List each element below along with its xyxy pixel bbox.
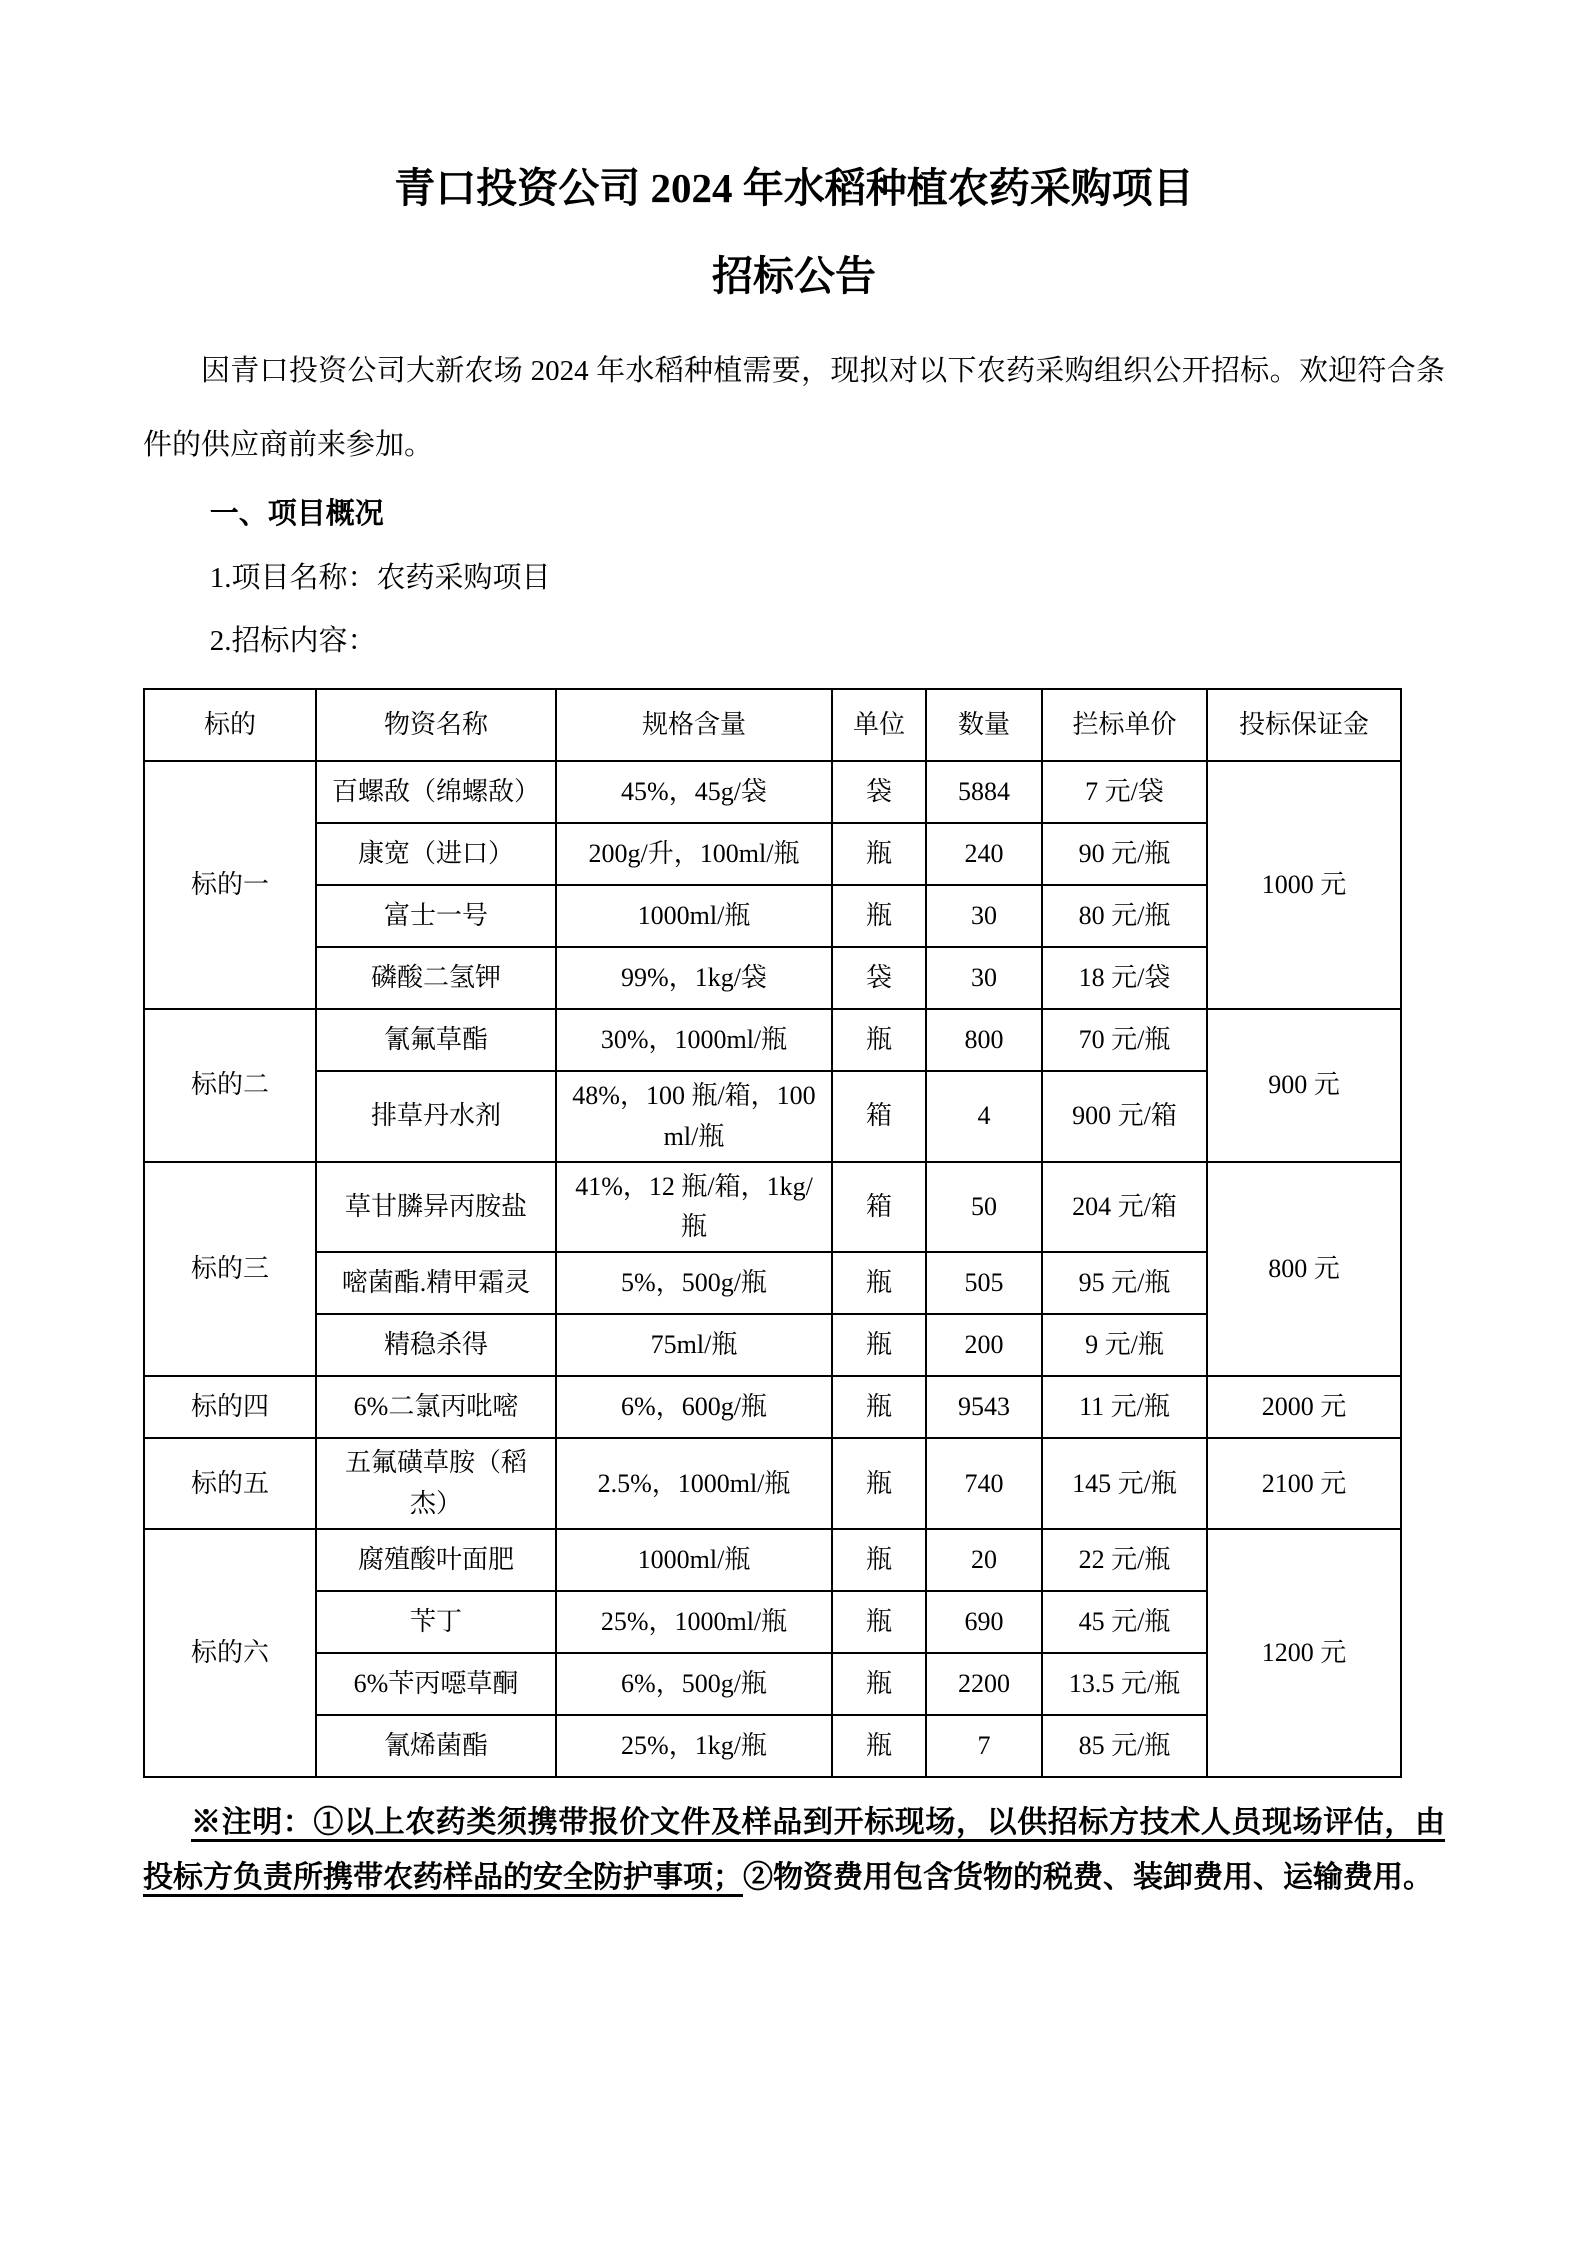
header-lot: 标的 bbox=[144, 689, 316, 761]
material-name: 排草丹水剂 bbox=[316, 1071, 556, 1162]
material-qty: 7 bbox=[926, 1715, 1042, 1777]
material-name: 腐殖酸叶面肥 bbox=[316, 1529, 556, 1591]
lot-deposit: 1000 元 bbox=[1207, 761, 1401, 1009]
material-qty: 9543 bbox=[926, 1376, 1042, 1438]
lot-label: 标的五 bbox=[144, 1438, 316, 1529]
material-spec: 6%，600g/瓶 bbox=[556, 1376, 832, 1438]
material-unit: 瓶 bbox=[832, 1314, 926, 1376]
material-name: 草甘膦异丙胺盐 bbox=[316, 1162, 556, 1253]
material-unit: 瓶 bbox=[832, 885, 926, 947]
material-spec: 25%，1000ml/瓶 bbox=[556, 1591, 832, 1653]
material-qty: 505 bbox=[926, 1252, 1042, 1314]
lot-label: 标的四 bbox=[144, 1376, 316, 1438]
header-unit: 单位 bbox=[832, 689, 926, 761]
material-name: 6%苄丙噁草酮 bbox=[316, 1653, 556, 1715]
material-name: 氰烯菌酯 bbox=[316, 1715, 556, 1777]
lot-deposit: 2000 元 bbox=[1207, 1376, 1401, 1438]
material-spec: 41%，12 瓶/箱，1kg/瓶 bbox=[556, 1162, 832, 1253]
material-price: 900 元/箱 bbox=[1042, 1071, 1207, 1162]
lot-deposit: 800 元 bbox=[1207, 1162, 1401, 1377]
table-row bbox=[144, 1376, 1401, 1438]
material-qty: 690 bbox=[926, 1591, 1042, 1653]
lot-label: 标的二 bbox=[144, 1009, 316, 1162]
material-spec: 5%，500g/瓶 bbox=[556, 1252, 832, 1314]
material-qty: 800 bbox=[926, 1009, 1042, 1071]
material-price: 13.5 元/瓶 bbox=[1042, 1653, 1207, 1715]
material-qty: 20 bbox=[926, 1529, 1042, 1591]
footnote bbox=[143, 1796, 1445, 1906]
material-spec: 48%，100 瓶/箱，100ml/瓶 bbox=[556, 1071, 832, 1162]
material-qty: 4 bbox=[926, 1071, 1042, 1162]
material-price: 204 元/箱 bbox=[1042, 1162, 1207, 1253]
header-price-cap: 拦标单价 bbox=[1042, 689, 1207, 761]
lot-deposit: 2100 元 bbox=[1207, 1438, 1401, 1529]
header-quantity: 数量 bbox=[926, 689, 1042, 761]
material-price: 9 元/瓶 bbox=[1042, 1314, 1207, 1376]
material-name: 五氟磺草胺（稻杰） bbox=[316, 1438, 556, 1529]
material-unit: 瓶 bbox=[832, 1591, 926, 1653]
material-name: 磷酸二氢钾 bbox=[316, 947, 556, 1009]
footnote-underlined-text: ※注明：①以上农药类须携带报价文件及样品到开标现场，以供招标方技术人员现场评估，由投标方负责所携带农药样品的安全防护事项； bbox=[143, 1806, 1445, 1894]
material-qty: 30 bbox=[926, 947, 1042, 1009]
material-unit: 箱 bbox=[832, 1162, 926, 1253]
material-price: 70 元/瓶 bbox=[1042, 1009, 1207, 1071]
material-price: 22 元/瓶 bbox=[1042, 1529, 1207, 1591]
table-row bbox=[144, 1438, 1401, 1529]
material-unit: 瓶 bbox=[832, 1376, 926, 1438]
material-name: 嘧菌酯.精甲霜灵 bbox=[316, 1252, 556, 1314]
material-name: 6%二氯丙吡嘧 bbox=[316, 1376, 556, 1438]
material-name: 氰氟草酯 bbox=[316, 1009, 556, 1071]
material-price: 145 元/瓶 bbox=[1042, 1438, 1207, 1529]
material-spec: 30%，1000ml/瓶 bbox=[556, 1009, 832, 1071]
material-name: 苄丁 bbox=[316, 1591, 556, 1653]
material-spec: 99%，1kg/袋 bbox=[556, 947, 832, 1009]
material-spec: 1000ml/瓶 bbox=[556, 1529, 832, 1591]
material-unit: 瓶 bbox=[832, 1653, 926, 1715]
material-price: 95 元/瓶 bbox=[1042, 1252, 1207, 1314]
material-unit: 袋 bbox=[832, 761, 926, 823]
table-header-row bbox=[144, 689, 1401, 761]
material-price: 45 元/瓶 bbox=[1042, 1591, 1207, 1653]
material-qty: 740 bbox=[926, 1438, 1042, 1529]
table-row bbox=[144, 1009, 1401, 1071]
lot-label: 标的三 bbox=[144, 1162, 316, 1377]
section-heading-project-overview: 一、项目概况 bbox=[209, 497, 384, 530]
table-row bbox=[144, 761, 1401, 823]
material-qty: 5884 bbox=[926, 761, 1042, 823]
material-spec: 6%，500g/瓶 bbox=[556, 1653, 832, 1715]
material-qty: 2200 bbox=[926, 1653, 1042, 1715]
material-unit: 瓶 bbox=[832, 1715, 926, 1777]
material-unit: 瓶 bbox=[832, 823, 926, 885]
document-title-line2: 招标公告 bbox=[712, 253, 876, 299]
intro-paragraph: 因青口投资公司大新农场 2024 年水稻种植需要，现拟对以下农药采购组织公开招标。欢迎符合条件的供应商前来参加。 bbox=[143, 355, 1445, 461]
material-unit: 袋 bbox=[832, 947, 926, 1009]
material-spec: 1000ml/瓶 bbox=[556, 885, 832, 947]
lot-deposit: 1200 元 bbox=[1207, 1529, 1401, 1777]
material-unit: 瓶 bbox=[832, 1252, 926, 1314]
material-price: 18 元/袋 bbox=[1042, 947, 1207, 1009]
material-name: 百螺敌（绵螺敌） bbox=[316, 761, 556, 823]
material-spec: 45%，45g/袋 bbox=[556, 761, 832, 823]
material-qty: 30 bbox=[926, 885, 1042, 947]
lot-label: 标的一 bbox=[144, 761, 316, 1009]
header-material-name: 物资名称 bbox=[316, 689, 556, 761]
section-item-bid-content: 2.招标内容： bbox=[209, 625, 377, 658]
table-row bbox=[144, 1162, 1401, 1253]
material-unit: 瓶 bbox=[832, 1529, 926, 1591]
footnote-rest-text: ②物资费用包含货物的税费、装卸费用、运输费用。 bbox=[743, 1860, 1433, 1894]
material-unit: 箱 bbox=[832, 1071, 926, 1162]
lot-deposit: 900 元 bbox=[1207, 1009, 1401, 1162]
header-spec: 规格含量 bbox=[556, 689, 832, 761]
material-name: 富士一号 bbox=[316, 885, 556, 947]
lot-label: 标的六 bbox=[144, 1529, 316, 1777]
table-row bbox=[144, 1529, 1401, 1591]
material-spec: 200g/升，100ml/瓶 bbox=[556, 823, 832, 885]
document-title-line1: 青口投资公司 2024 年水稻种植农药采购项目 bbox=[394, 165, 1194, 211]
material-price: 80 元/瓶 bbox=[1042, 885, 1207, 947]
material-price: 7 元/袋 bbox=[1042, 761, 1207, 823]
material-qty: 200 bbox=[926, 1314, 1042, 1376]
header-deposit: 投标保证金 bbox=[1207, 689, 1401, 761]
material-qty: 50 bbox=[926, 1162, 1042, 1253]
material-price: 85 元/瓶 bbox=[1042, 1715, 1207, 1777]
material-price: 90 元/瓶 bbox=[1042, 823, 1207, 885]
material-qty: 240 bbox=[926, 823, 1042, 885]
material-spec: 2.5%，1000ml/瓶 bbox=[556, 1438, 832, 1529]
material-name: 康宽（进口） bbox=[316, 823, 556, 885]
material-price: 11 元/瓶 bbox=[1042, 1376, 1207, 1438]
material-spec: 75ml/瓶 bbox=[556, 1314, 832, 1376]
section-item-project-name: 1.项目名称：农药采购项目 bbox=[209, 561, 551, 594]
bid-items-table bbox=[143, 688, 1402, 1778]
material-unit: 瓶 bbox=[832, 1438, 926, 1529]
material-unit: 瓶 bbox=[832, 1009, 926, 1071]
material-spec: 25%，1kg/瓶 bbox=[556, 1715, 832, 1777]
material-name: 精稳杀得 bbox=[316, 1314, 556, 1376]
